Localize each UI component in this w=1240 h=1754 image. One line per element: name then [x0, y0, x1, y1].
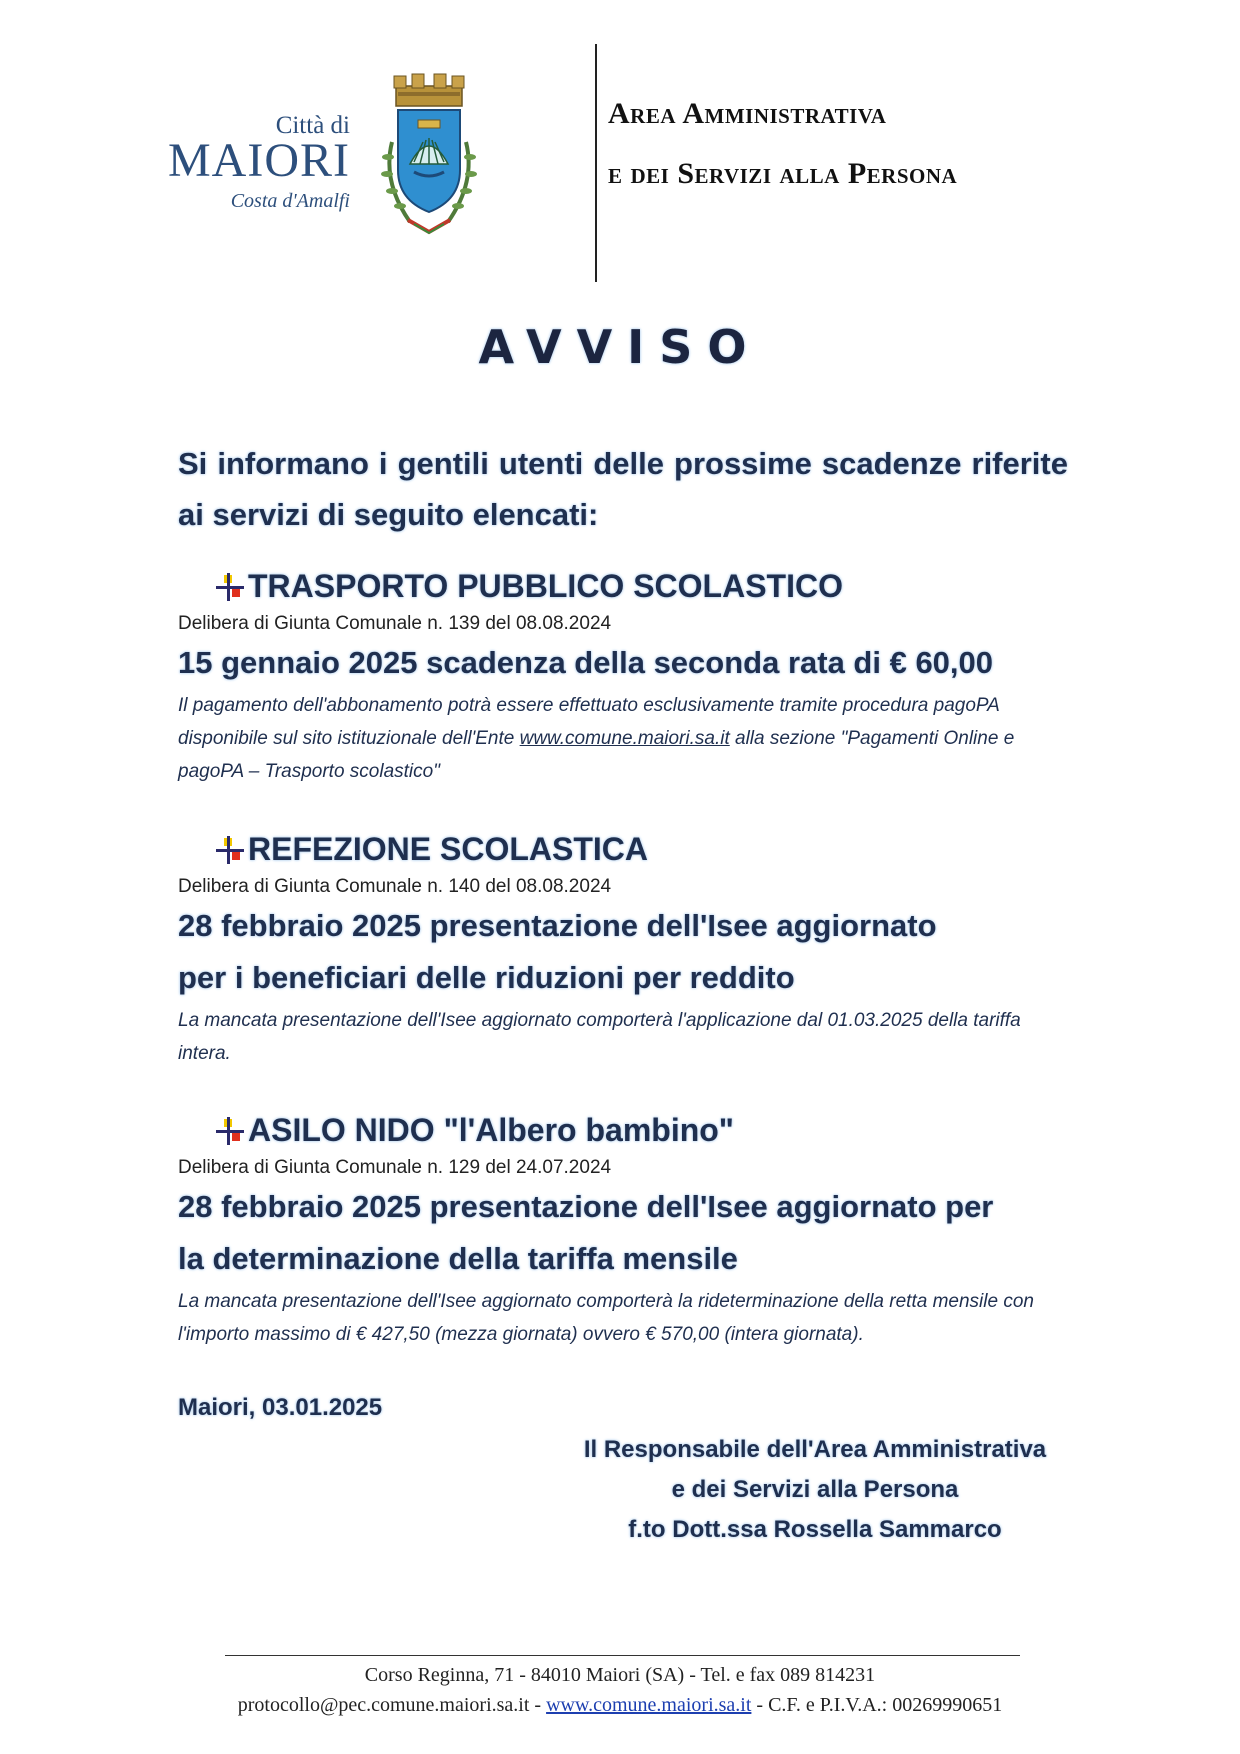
bullet-cross-icon	[214, 571, 246, 603]
section-note	[178, 689, 1078, 788]
logo-maiori: MAIORI	[168, 134, 350, 187]
footer-email[interactable]: protocollo@pec.comune.maiori.sa.it	[237, 1694, 530, 1716]
section-delibera: Delibera di Giunta Comunale n. 129 del 24.07.2024	[178, 1157, 612, 1178]
footer-tax-id: - C.F. e P.I.V.A.: 00269990651	[751, 1694, 1003, 1716]
section-deadline-line2: la determinazione della tariffa mensile	[178, 1241, 738, 1276]
signature-line3: f.to Dott.ssa Rossella Sammarco	[628, 1516, 1002, 1543]
header-divider	[595, 44, 597, 282]
section-delibera: Delibera di Giunta Comunale n. 139 del 08.08.2024	[178, 613, 612, 634]
footer-divider	[225, 1655, 1020, 1656]
section-deadline-line1: 28 febbraio 2025 presentazione dell'Isee aggiornato	[178, 908, 937, 943]
section-asilo-nido	[178, 1112, 1078, 1351]
section-note: La mancata presentazione dell'Isee aggiornato comporterà l'applicazione dal 01.03.2025 della tariffa intera.	[178, 1010, 1021, 1064]
section-title: ASILO NIDO "l'Albero bambino"	[248, 1112, 734, 1148]
bullet-cross-icon	[214, 834, 246, 866]
section-delibera: Delibera di Giunta Comunale n. 140 del 08.08.2024	[178, 876, 612, 897]
footer-address: Corso Reginna, 71 - 84010 Maiori (SA) - Tel. e fax 089 814231	[364, 1664, 876, 1686]
section-title: REFEZIONE SCOLASTICA	[248, 831, 649, 867]
section-refezione	[178, 831, 1078, 1070]
footer-separator: -	[529, 1694, 547, 1716]
section-note: La mancata presentazione dell'Isee aggiornato comporterà la rideterminazione della retta mensile con l'importo massimo di € 427,50 (mezza giornata) ovvero € 570,00 (intera giornata).	[178, 1291, 1034, 1345]
website-link[interactable]: www.comune.maiori.sa.it	[519, 728, 730, 749]
logo-costa-amalfi: Costa d'Amalfi	[230, 190, 350, 212]
section-deadline-line1: 28 febbraio 2025 presentazione dell'Isee aggiornato per	[178, 1189, 994, 1224]
header-area-line2: e dei Servizi alla Persona	[608, 157, 958, 190]
intro-text: Si informano i gentili utenti delle prossime scadenze riferite ai servizi di seguito elencati:	[178, 446, 1068, 532]
crown-icon	[394, 74, 464, 106]
signature-line1: Il Responsabile dell'Area Amministrativa	[583, 1436, 1047, 1463]
section-title: TRASPORTO PUBBLICO SCOLASTICO	[248, 568, 843, 604]
section-note-part2: alla sezione "Pagamenti Online e pagoPA – Trasporto scolastico"	[178, 728, 1015, 782]
page-title: AVVISO	[478, 320, 762, 374]
section-deadline-line2: per i beneficiari delle riduzioni per reddito	[178, 960, 795, 995]
section-deadline: 15 gennaio 2025 scadenza della seconda rata di € 60,00	[178, 645, 994, 680]
section-note-part1: Il pagamento dell'abbonamento potrà essere effettuato esclusivamente tramite procedura pagoPA disponibile sul sito istituzionale dell'Ente	[178, 695, 1000, 749]
header-area-line1: Area Amministrativa	[608, 97, 887, 130]
signature-line2: e dei Servizi alla Persona	[671, 1476, 959, 1503]
coat-of-arms-icon	[370, 72, 488, 237]
footer-contacts	[0, 1694, 1240, 1717]
footer-website-link[interactable]: www.comune.maiori.sa.it	[546, 1694, 752, 1716]
document-date: Maiori, 03.01.2025	[178, 1394, 383, 1421]
logo-citta-di: Città di	[275, 112, 350, 139]
bullet-cross-icon	[214, 1115, 246, 1147]
section-trasporto	[178, 568, 1078, 788]
